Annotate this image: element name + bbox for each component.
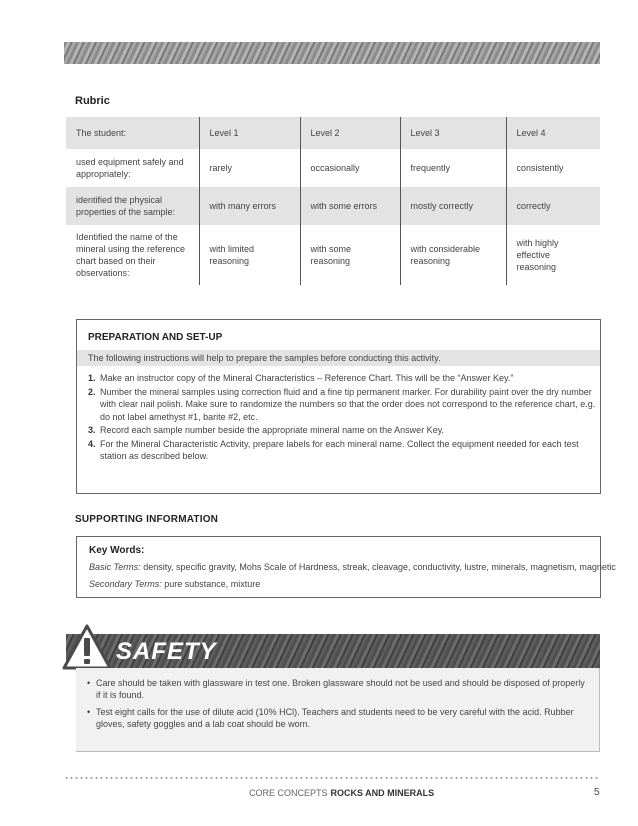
step-number: 2. xyxy=(88,386,96,397)
supporting-info-title: SUPPORTING INFORMATION xyxy=(75,514,219,525)
table-cell: correctly xyxy=(506,187,600,225)
table-cell: frequently xyxy=(400,149,506,187)
table-header-cell: Level 2 xyxy=(300,117,400,149)
safety-body xyxy=(76,668,600,752)
page-number: 5 xyxy=(594,787,600,798)
step-text: Record each sample number beside the appropriate mineral name on the Answer Key. xyxy=(100,425,445,435)
table-row xyxy=(66,225,600,285)
step-number: 3. xyxy=(88,425,96,435)
table-cell: with some errors xyxy=(300,187,400,225)
safety-section xyxy=(66,624,600,752)
table-header-row xyxy=(66,117,600,149)
step-number: 4. xyxy=(88,438,96,449)
preparation-intro: The following instructions will help to prepare the samples before conducting this activity. xyxy=(77,350,600,366)
list-item xyxy=(88,424,596,437)
table-header-cell: Level 1 xyxy=(199,117,300,149)
basic-terms-label: Basic Terms: xyxy=(89,562,141,572)
key-words-heading: Key Words: xyxy=(89,545,145,556)
page-footer xyxy=(249,788,434,798)
preparation-steps xyxy=(88,372,596,464)
table-cell: with some reasoning xyxy=(300,225,400,285)
top-decorative-banner xyxy=(64,42,600,64)
table-cell: with many errors xyxy=(199,187,300,225)
preparation-box xyxy=(76,319,601,494)
table-cell: Identified the name of the mineral using the reference chart based on their observations: xyxy=(66,225,199,285)
secondary-terms-label: Secondary Terms: xyxy=(89,579,162,589)
step-number: 1. xyxy=(88,373,96,383)
list-item xyxy=(88,386,596,424)
step-text: Number the mineral samples using correction fluid and a fine tip permanent marker. For durability paint over the dry number with clear nail polish. Make sure to randomize the numbers so that the order does not correspond to the reference chart, e.g. do not label amethyst #1, barite #2, etc. xyxy=(100,386,596,422)
list-item: • Test eight calls for the use of dilute acid (10% HCl). Teachers and students need to be very careful with the acid. Rubber gloves, safety goggles and a lab coat should be worn. xyxy=(87,706,587,730)
rubric-table xyxy=(66,117,600,285)
table-cell: identified the physical properties of the sample: xyxy=(66,187,199,225)
secondary-terms-text: pure substance, mixture xyxy=(164,579,261,589)
warning-icon xyxy=(62,624,112,670)
safety-header-bar xyxy=(66,634,600,668)
table-header-cell: Level 4 xyxy=(506,117,600,149)
step-text: Make an instructor copy of the Mineral Characteristics – Reference Chart. This will be the “Answer Key.” xyxy=(100,373,514,383)
list-item xyxy=(88,438,596,463)
key-words-box xyxy=(76,536,616,598)
table-row xyxy=(66,187,600,225)
secondary-terms-line xyxy=(89,579,260,589)
table-cell: used equipment safely and appropriately: xyxy=(66,149,199,187)
table-cell: with highly effective reasoning xyxy=(506,225,600,285)
table-cell: with limited reasoning xyxy=(199,225,300,285)
footer-topic: ROCKS AND MINERALS xyxy=(330,788,435,798)
table-header-cell: Level 3 xyxy=(400,117,506,149)
table-header-cell: The student: xyxy=(66,117,199,149)
table-cell: with considerable reasoning xyxy=(400,225,506,285)
safety-title: SAFETY xyxy=(116,638,217,665)
footer-section: CORE CONCEPTS xyxy=(249,788,328,798)
list-item: • Care should be taken with glassware in test one. Broken glassware should not be used and should be disposed of properly if it is found. xyxy=(87,677,587,701)
preparation-title: PREPARATION AND SET-UP xyxy=(88,332,223,343)
list-item xyxy=(88,372,596,385)
table-cell: consistently xyxy=(506,149,600,187)
table-cell: mostly correctly xyxy=(400,187,506,225)
rubric-title: Rubric xyxy=(75,95,110,107)
safety-list xyxy=(87,677,587,735)
dotted-divider xyxy=(64,777,600,779)
table-cell: rarely xyxy=(199,149,300,187)
table-row xyxy=(66,149,600,187)
step-text: For the Mineral Characteristic Activity, prepare labels for each mineral name. Collect the equipment needed for each test station as described below. xyxy=(100,438,579,461)
basic-terms-line xyxy=(89,562,616,572)
basic-terms-text: density, specific gravity, Mohs Scale of Hardness, streak, cleavage, conductivity, lustre, minerals, magnetism, magnetic xyxy=(143,562,616,572)
table-cell: occasionally xyxy=(300,149,400,187)
